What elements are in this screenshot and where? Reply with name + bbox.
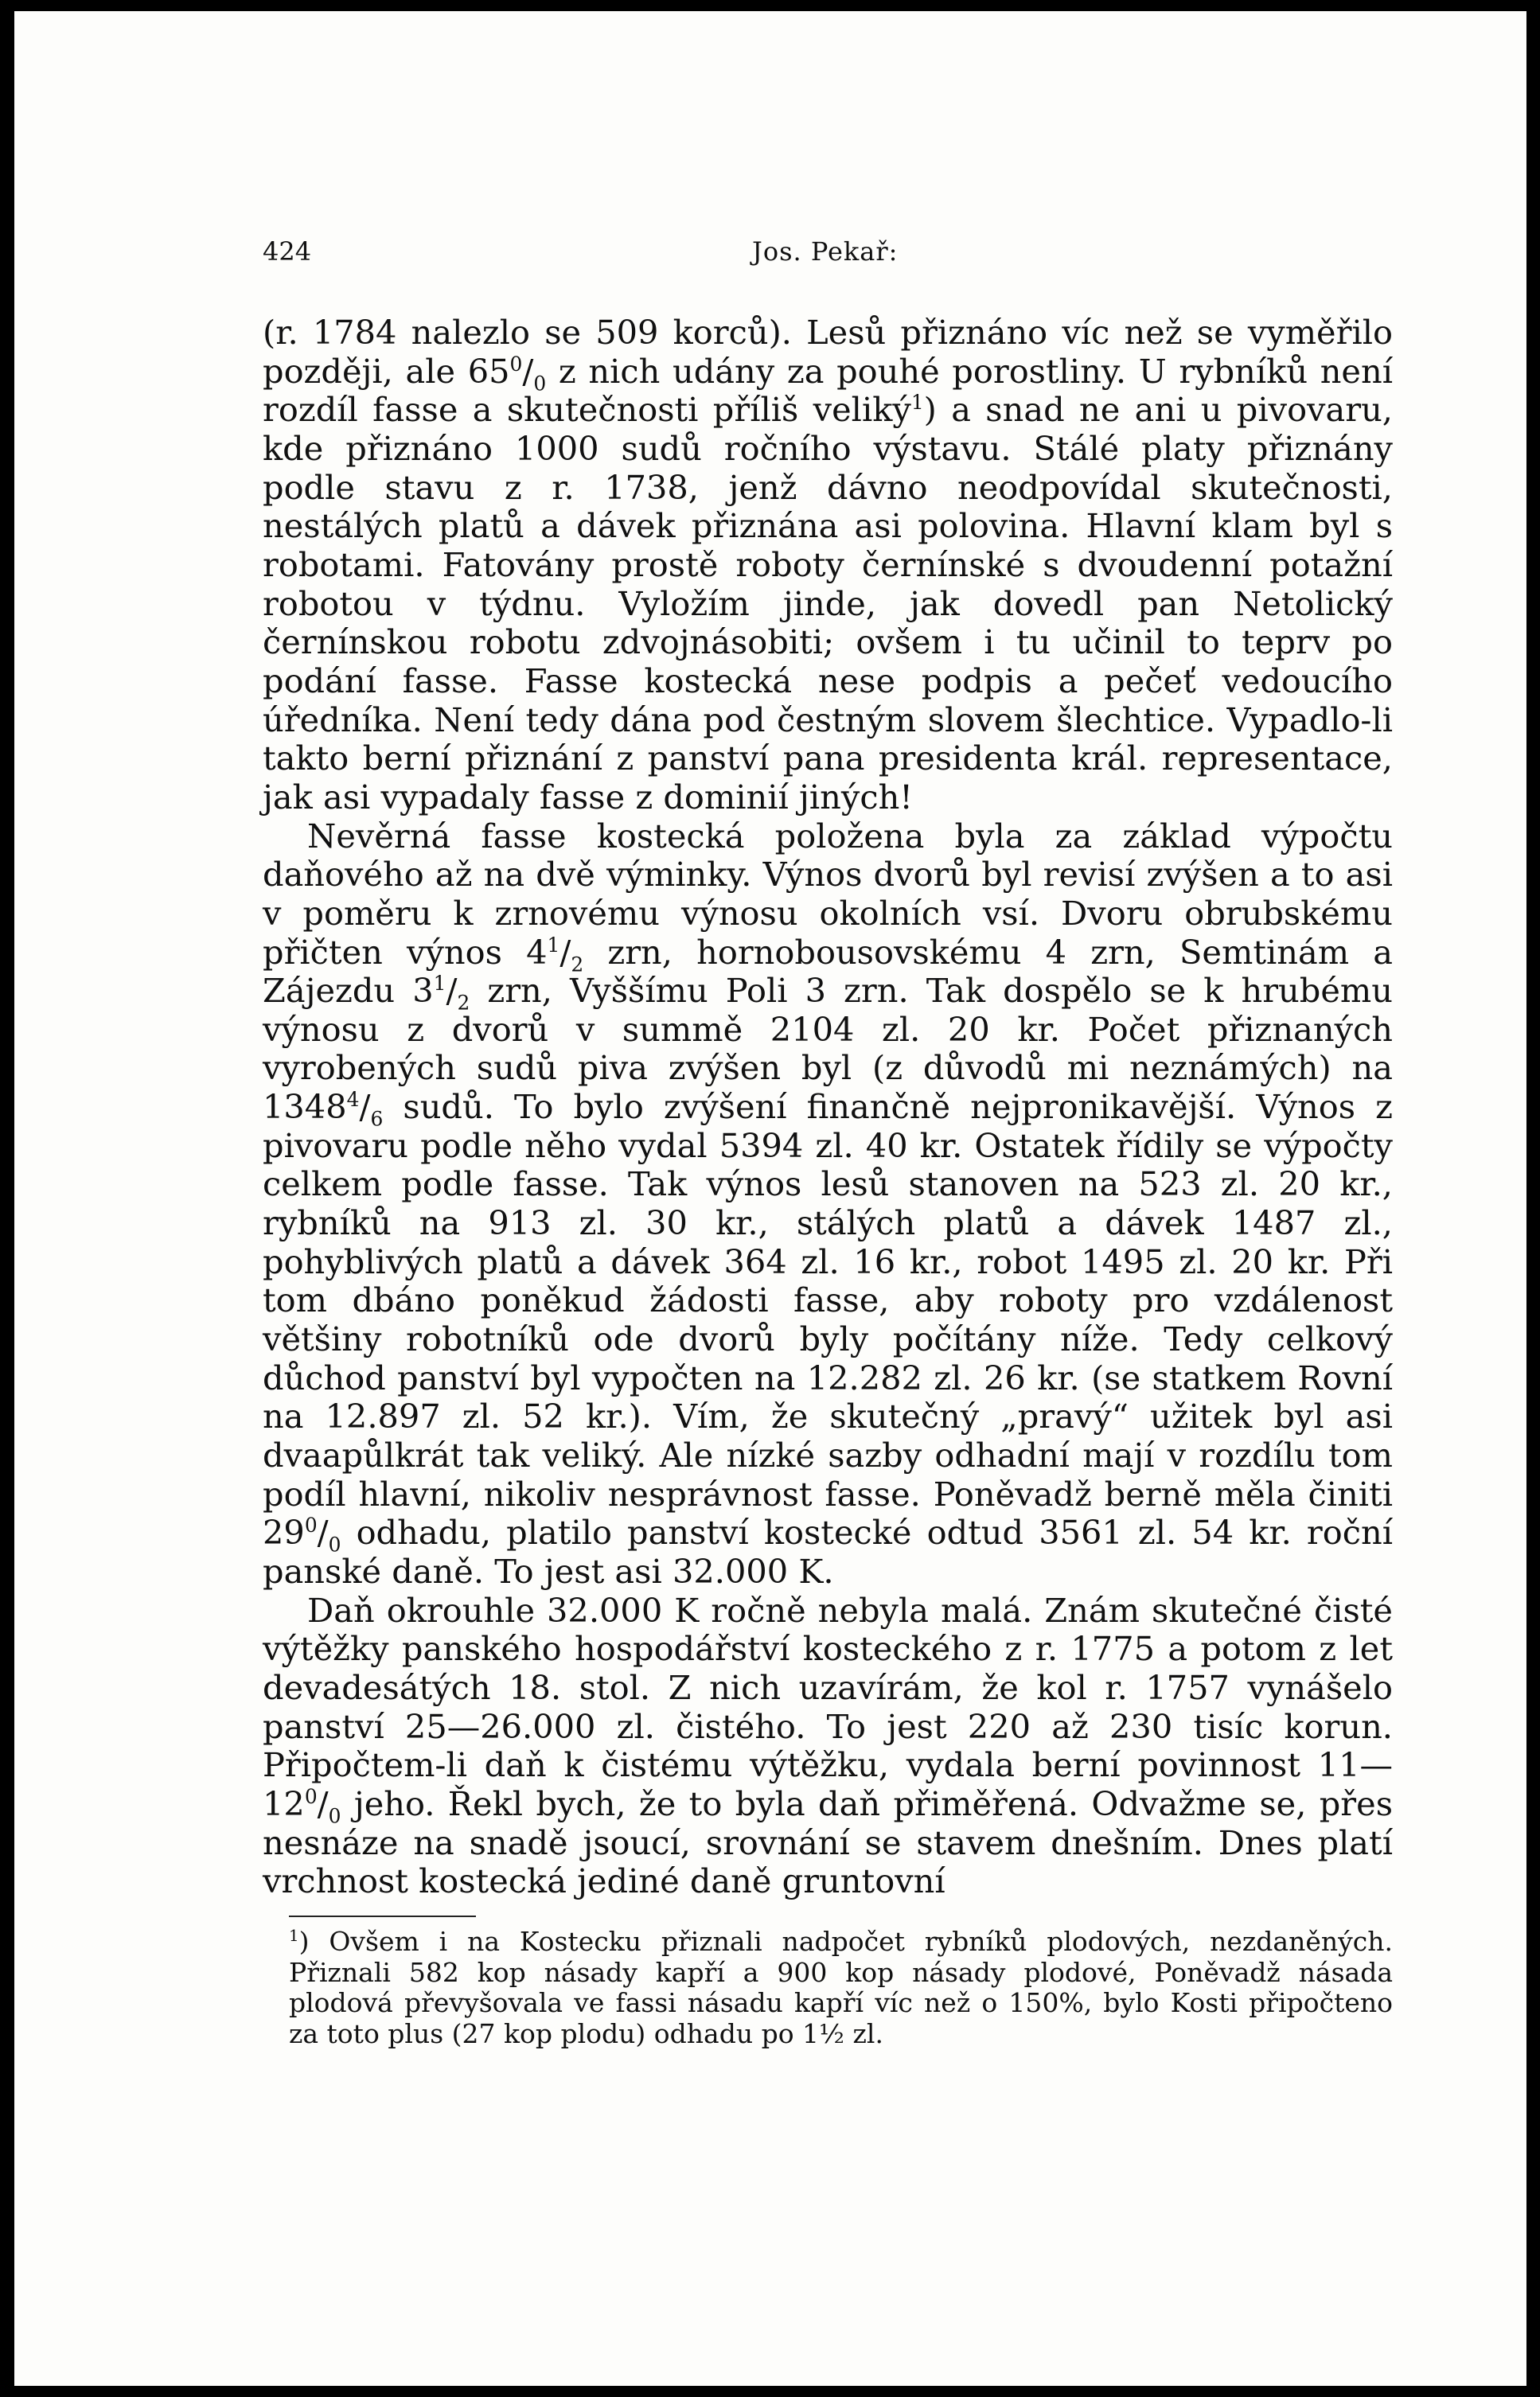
- text-run: zrn, hornobousovskému 4 zrn, Semtinám a Zájezdu 3: [263, 932, 1393, 1011]
- text-run: ) Ovšem i na Kostecku přiznali nadpočet rybníků plodových, nezdaněných. Přiznali 582 kop násady kapří a 900 kop násady plodové, Poněvadž násada plodová převyšovala ve fassi násadu kapří víc než o 150%, bylo Kosti připočteno za toto plus (27 kop plodu) odhadu po 1½ zl.: [289, 1926, 1393, 2049]
- superscript: 1: [910, 391, 924, 415]
- subscript: 6: [370, 1107, 384, 1131]
- text-run: /: [446, 971, 458, 1011]
- superscript: 1: [433, 972, 446, 996]
- subscript: 0: [328, 1804, 341, 1828]
- text-run: sudů. To bylo zvýšení finančně nejpronikavější. Výnos z pivovaru podle něho vydal 5394 zl. 40 kr. Ostatek řídily se výpočty celkem podle fasse. Tak výnos lesů stanoven na 523 zl. 20 kr., rybníků na 913 zl. 30 kr., stálých platů a dávek 1487 zl., pohyblivých platů a dávek 364 zl. 16 kr., robot 1495 zl. 20 kr. Při tom dbáno poněkud žádosti fasse, aby roboty pro vzdálenost většiny robotníků ode dvorů byly počítány níže. Tedy celkový důchod panství byl vypočten na 12.282 zl. 26 kr. (se statkem Rovní na 12.897 zl. 52 kr.). Vím, že skutečný „pravý“ užitek byl asi dvaapůlkrát tak veliký. Ale nízké sazby odhadní mají v rozdílu tom podíl hlavní, nikoliv nesprávnost fasse. Poněvadž berně měla činiti 29: [263, 1087, 1393, 1553]
- superscript: 1: [547, 933, 560, 957]
- text-run: /: [522, 351, 534, 391]
- text-run: jeho. Řekl bych, že to byla daň přiměřená. Odvažme se, přes nesnáze na snadě jsoucí, srovnání se stavem dnešním. Dnes platí vrchnost kostecká jediné daně gruntovní: [263, 1783, 1393, 1901]
- running-head: Jos. Pekař:: [752, 236, 899, 267]
- superscript: 1: [289, 1927, 299, 1945]
- page-header: [263, 236, 1393, 276]
- text-run: /: [359, 1087, 371, 1127]
- text-run: (r. 1784 nalezlo se 509 korců). Lesů přiznáno víc než se vyměřilo později, ale 65: [263, 313, 1393, 391]
- footnote: [289, 1927, 1393, 2049]
- paragraph-2: [263, 817, 1393, 1592]
- paragraph-3: [263, 1592, 1393, 1901]
- superscript: 0: [304, 1785, 318, 1809]
- superscript: 0: [509, 352, 523, 376]
- book-page: [14, 11, 1526, 2386]
- body-text: [263, 314, 1393, 1901]
- subscript: 0: [328, 1533, 341, 1557]
- superscript: 4: [346, 1088, 360, 1112]
- text-run: Daň okrouhle 32.000 K ročně nebyla malá. Znám skutečné čisté výtěžky panského hospodářství kosteckého z r. 1775 a potom z let devadesátých 18. stol. Z nich uzavírám, že kol r. 1757 vynášelo panství 25—26.000 zl. čistého. To jest 220 až 230 tisíc korun. Připočtem-li daň k čistému výtěžku, vydala berní povinnost 11—12: [263, 1590, 1393, 1823]
- text-run: /: [317, 1513, 329, 1553]
- paragraph-1: [263, 314, 1393, 817]
- footnote-divider: [289, 1916, 476, 1917]
- text-run: zrn, Vyššímu Poli 3 zrn. Tak dospělo se k hrubému výnosu z dvorů v summě 2104 zl. 20 kr. Počet přiznaných vyrobených sudů piva zvýšen byl (z důvodů mi neznámých) na 1348: [263, 971, 1393, 1127]
- text-run: z nich udány za pouhé porostliny. U rybníků není rozdíl fasse a skutečnosti příliš veliký: [263, 351, 1393, 430]
- text-run: /: [559, 932, 571, 972]
- subscript: 0: [533, 371, 547, 395]
- subscript: 2: [457, 991, 470, 1015]
- text-run: odhadu, platilo panství kostecké odtud 3561 zl. 54 kr. roční panské daně. To jest asi 32.000 K.: [263, 1513, 1393, 1591]
- text-run: Nevěrná fasse kostecká položena byla za základ výpočtu daňového až na dvě výminky. Výnos dvorů byl revisí zvýšen a to asi v poměru k zrnovému výnosu okolních vsí. Dvoru obrubskému přičten výnos 4: [263, 816, 1393, 972]
- text-run: ) a snad ne ani u pivovaru, kde přiznáno 1000 sudů ročního výstavu. Stálé platy přiznány podle stavu z r. 1738, jenž dávno neodpovídal skutečnosti, nestálých platů a dávek přiznána asi polovina. Hlavní klam byl s robotami. Fatovány prostě roboty černínské s dvoudenní potažní robotou v týdnu. Vyložím jinde, jak dovedl pan Netolický černínskou robotu zdvojnásobiti; ovšem i tu učinil to teprv po podání fasse. Fasse kostecká nese podpis a pečeť vedoucího úředníka. Není tedy dána pod čestným slovem šlechtice. Vypadlo-li takto berní přiznání z panství pana presidenta král. representace, jak asi vypadaly fasse z dominií jiných!: [263, 390, 1394, 817]
- subscript: 2: [571, 952, 584, 976]
- superscript: 0: [304, 1514, 318, 1538]
- page-number: 424: [263, 236, 312, 267]
- text-run: /: [317, 1783, 329, 1823]
